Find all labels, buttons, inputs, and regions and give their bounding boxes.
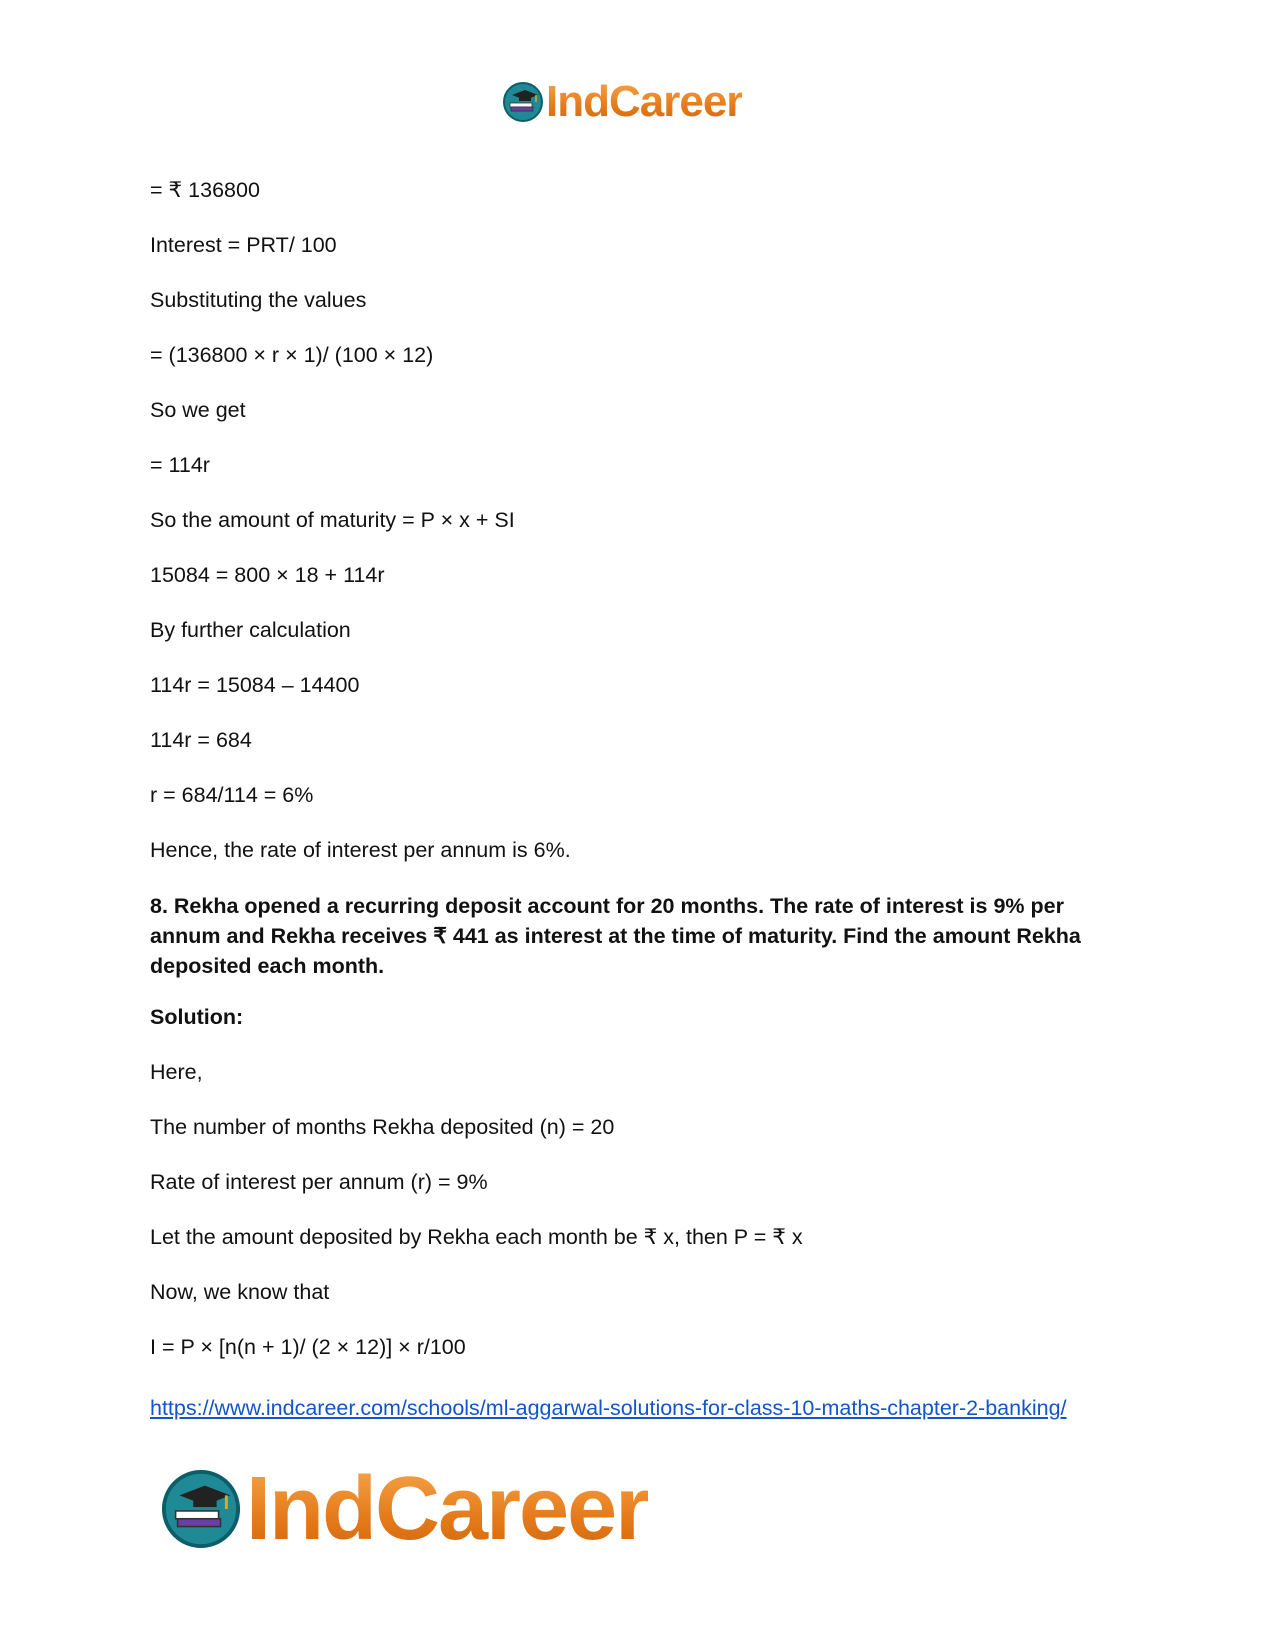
calculation-lines xyxy=(150,176,1125,864)
text-line: So the amount of maturity = P × x + SI xyxy=(150,508,515,532)
text-line: Hence, the rate of interest per annum is 6%. xyxy=(150,838,571,862)
solution-lines xyxy=(150,1058,1125,1361)
text-line: 15084 = 800 × 18 + 114r xyxy=(150,563,385,587)
text-line: Here, xyxy=(150,1060,203,1084)
text-line: The number of months Rekha deposited (n) = 20 xyxy=(150,1115,615,1139)
solution-label: Solution: xyxy=(150,1005,244,1029)
text-line: Now, we know that xyxy=(150,1280,330,1304)
document-body xyxy=(150,176,1125,1388)
brand-name: IndCareer xyxy=(246,1459,649,1559)
text-line: By further calculation xyxy=(150,618,351,642)
text-line: So we get xyxy=(150,398,246,422)
footer-logo xyxy=(160,1459,649,1559)
text-line: Interest = PRT/ 100 xyxy=(150,233,337,257)
brand-name: IndCareer xyxy=(546,77,743,126)
text-line: = 114r xyxy=(150,453,210,477)
header-logo xyxy=(502,77,743,126)
text-line: = ₹ 136800 xyxy=(150,178,260,202)
text-line: = (136800 × r × 1)/ (100 × 12) xyxy=(150,343,434,367)
question-heading: 8. Rekha opened a recurring deposit account for 20 months. The rate of interest is 9% per annum and Rekha receives ₹ 441 as interest at the time of maturity. Find the amount Rekha deposited each month. xyxy=(150,894,1081,978)
text-line: I = P × [n(n + 1)/ (2 × 12)] × r/100 xyxy=(150,1335,466,1359)
text-line: 114r = 15084 – 14400 xyxy=(150,673,360,697)
source-link[interactable]: https://www.indcareer.com/schools/ml-aggarwal-solutions-for-class-10-maths-chapter-2-banking/ xyxy=(150,1396,1067,1420)
text-line: Substituting the values xyxy=(150,288,367,312)
text-line: 114r = 684 xyxy=(150,728,252,752)
book-graduation-cap-icon xyxy=(160,1468,242,1550)
text-line: Let the amount deposited by Rekha each month be ₹ x, then P = ₹ x xyxy=(150,1225,803,1249)
text-line: r = 684/114 = 6% xyxy=(150,783,314,807)
text-line: Rate of interest per annum (r) = 9% xyxy=(150,1170,488,1194)
book-graduation-cap-icon xyxy=(502,81,544,123)
